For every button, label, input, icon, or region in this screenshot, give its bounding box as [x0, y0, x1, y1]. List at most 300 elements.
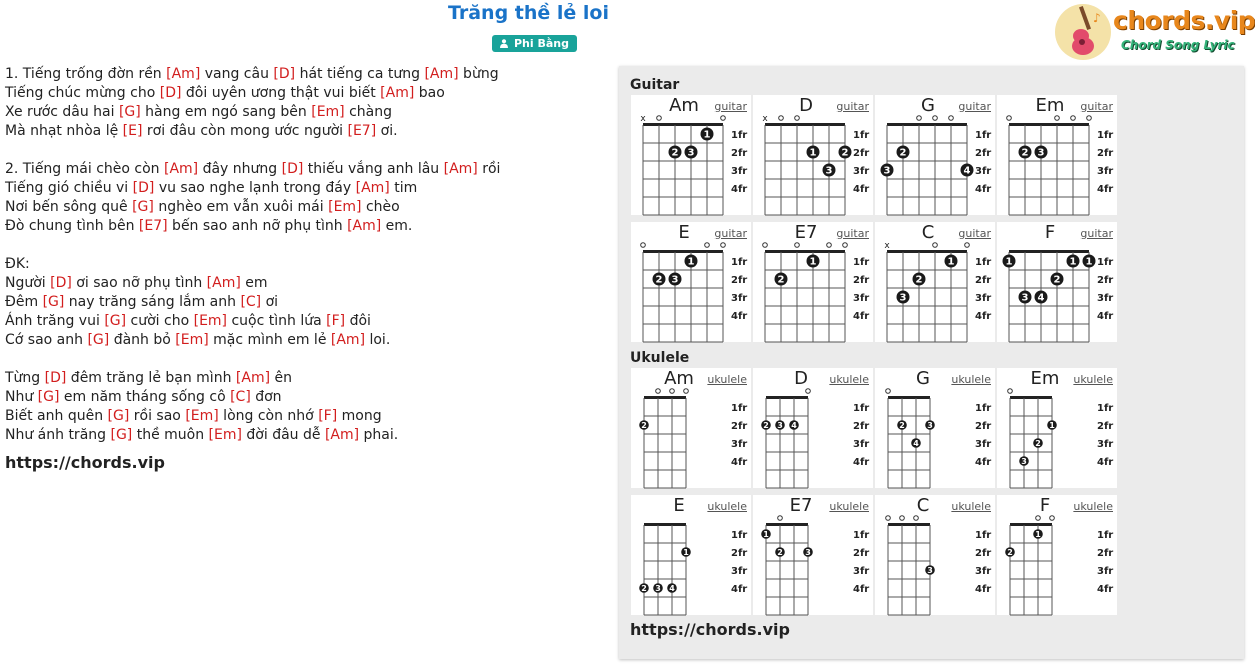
- artist-name: Phi Bằng: [514, 37, 570, 50]
- chord-panel: [619, 66, 1244, 659]
- chord-type-link[interactable]: ukulele: [1073, 500, 1113, 513]
- chord-type-link[interactable]: guitar: [714, 227, 747, 240]
- lyric-line: [5, 84, 605, 103]
- chord-diagram: [753, 368, 873, 488]
- lyric-line: [5, 160, 605, 179]
- open-string-mark: [917, 116, 922, 121]
- chord-name: G: [916, 368, 930, 389]
- open-string-mark: [684, 389, 689, 394]
- lyric-line: [5, 274, 605, 293]
- chord-name: E7: [794, 222, 818, 243]
- finger-number: 3: [655, 583, 661, 593]
- lyric-text: đây nhưng: [198, 161, 282, 177]
- open-string-mark: [1036, 516, 1041, 521]
- chord-link[interactable]: [D]: [44, 370, 67, 386]
- chord-link[interactable]: [Am]: [355, 180, 390, 196]
- ukulele-chord-card[interactable]: [753, 495, 873, 615]
- fret-label: 2fr: [853, 548, 870, 559]
- lyric-line: [5, 65, 605, 84]
- lyric-text: bao: [414, 85, 445, 101]
- chord-name: Em: [1035, 95, 1065, 116]
- fret-label: 2fr: [1097, 421, 1114, 432]
- lyric-text: Từng: [5, 370, 45, 386]
- fret-label: 3fr: [975, 566, 992, 577]
- chord-diagram: [875, 95, 995, 215]
- finger-number: 2: [1035, 438, 1041, 448]
- finger-number: 3: [883, 165, 891, 177]
- chord-type-link[interactable]: ukulele: [707, 373, 747, 386]
- lyric-lines: [5, 65, 605, 445]
- chord-diagram: [631, 95, 751, 215]
- chord-name: C: [916, 495, 930, 516]
- finger-number: 3: [687, 147, 695, 159]
- open-string-mark: [933, 243, 938, 248]
- fret-label: 2fr: [1097, 275, 1114, 286]
- open-string-mark: [965, 243, 970, 248]
- chord-link[interactable]: [F]: [318, 408, 338, 424]
- lyric-text: nghèo em vẫn xuôi mái: [153, 199, 329, 215]
- open-string-mark: [705, 243, 710, 248]
- lyric-line: [5, 255, 605, 274]
- chord-link[interactable]: [G]: [107, 408, 130, 424]
- lyric-text: Ánh trăng vui: [5, 313, 105, 329]
- chord-link[interactable]: [D]: [50, 275, 72, 291]
- fret-label: 2fr: [853, 421, 870, 432]
- muted-string-mark: x: [640, 114, 646, 124]
- fret-label: 1fr: [731, 257, 748, 268]
- nut-line: [644, 523, 686, 526]
- chord-type-link[interactable]: guitar: [1080, 227, 1113, 240]
- fret-label: 4fr: [975, 584, 992, 595]
- chord-link[interactable]: [G]: [132, 199, 154, 215]
- lyric-line: [5, 407, 605, 426]
- fret-label: 1fr: [975, 257, 992, 268]
- fret-label: 2fr: [731, 275, 748, 286]
- chord-name: C: [921, 222, 935, 243]
- lyric-text: Như: [5, 389, 38, 405]
- chord-link[interactable]: [E]: [122, 123, 143, 139]
- open-string-mark: [656, 389, 661, 394]
- open-string-mark: [641, 243, 646, 248]
- chord-type-link[interactable]: guitar: [836, 227, 869, 240]
- chord-link[interactable]: [Em]: [185, 408, 219, 424]
- open-string-mark: [843, 243, 848, 248]
- guitar-chord-card[interactable]: [631, 222, 751, 342]
- finger-number: 1: [1035, 529, 1041, 539]
- chord-diagram: [631, 222, 751, 342]
- finger-number: 3: [1021, 292, 1029, 304]
- chord-link[interactable]: [Em]: [311, 104, 345, 120]
- chord-diagram: [753, 222, 873, 342]
- nut-line: [643, 123, 723, 126]
- logo-wordmark: chords.vip: [1113, 6, 1255, 35]
- chord-diagram: [753, 495, 873, 615]
- finger-number: 1: [809, 256, 817, 268]
- nut-line: [1010, 396, 1052, 399]
- fret-label: 4fr: [853, 184, 870, 195]
- open-string-mark: [949, 116, 954, 121]
- lyric-line: [5, 369, 605, 388]
- fret-label: 1fr: [731, 130, 748, 141]
- open-string-mark: [1050, 516, 1055, 521]
- lyrics-block: [5, 65, 605, 472]
- open-string-mark: [778, 516, 783, 521]
- artist-badge[interactable]: [492, 35, 577, 52]
- chord-link[interactable]: [F]: [326, 313, 346, 329]
- lyric-line: [5, 122, 605, 141]
- panel-site-link[interactable]: https://chords.vip: [630, 620, 790, 639]
- lyric-text: Đò chung tình bên: [5, 218, 139, 234]
- lyric-text: Xe rước dâu hai: [5, 104, 119, 120]
- fret-label: 1fr: [853, 130, 870, 141]
- lyric-text: nay trăng sáng lắm anh: [64, 294, 241, 310]
- fret-label: 4fr: [731, 311, 748, 322]
- lyric-line: [5, 236, 605, 255]
- open-string-mark: [763, 243, 768, 248]
- chord-diagram: [997, 495, 1117, 615]
- lyric-line: [5, 179, 605, 198]
- fret-label: 4fr: [731, 457, 748, 468]
- chord-link[interactable]: [Am]: [163, 161, 199, 177]
- chord-link[interactable]: [E7]: [347, 123, 377, 139]
- lyric-text: em.: [381, 218, 413, 234]
- finger-number: 1: [1049, 420, 1055, 430]
- finger-number: 2: [671, 147, 679, 159]
- chord-diagram: [753, 95, 873, 215]
- fret-label: 4fr: [975, 457, 992, 468]
- ukulele-chord-card[interactable]: [631, 495, 751, 615]
- fret-label: 2fr: [975, 421, 992, 432]
- nut-line: [1009, 250, 1089, 253]
- chord-link[interactable]: [E7]: [138, 218, 168, 234]
- lyric-text: cuộc tình lứa: [227, 313, 327, 329]
- nut-line: [643, 250, 723, 253]
- lyric-text: Tiếng chúc mừng cho: [5, 85, 160, 101]
- fret-label: 4fr: [731, 184, 748, 195]
- chord-link[interactable]: [G]: [42, 294, 65, 310]
- finger-number: 4: [669, 583, 675, 593]
- chord-link[interactable]: [Em]: [328, 199, 362, 215]
- chord-diagram: [997, 95, 1117, 215]
- nut-line: [887, 250, 967, 253]
- open-string-mark: [779, 116, 784, 121]
- lyric-text: Tiếng gió chiều vi: [5, 180, 133, 196]
- fret-label: 1fr: [853, 403, 870, 414]
- open-string-mark: [900, 516, 905, 521]
- open-string-mark: [1008, 389, 1013, 394]
- nut-line: [887, 123, 967, 126]
- finger-number: 1: [1085, 256, 1093, 268]
- chord-link[interactable]: [C]: [230, 389, 251, 405]
- ukulele-heading: Ukulele: [630, 350, 690, 366]
- open-string-mark: [721, 116, 726, 121]
- lyric-text: ĐK:: [5, 256, 30, 272]
- guitar-chord-card[interactable]: [753, 222, 873, 342]
- chord-link[interactable]: [D]: [159, 85, 182, 101]
- guitar-chord-card[interactable]: [631, 95, 751, 215]
- muted-string-mark: x: [762, 114, 768, 124]
- lyrics-site-link[interactable]: https://chords.vip: [5, 453, 165, 472]
- open-string-mark: [914, 516, 919, 521]
- chord-name: G: [921, 95, 935, 116]
- fret-label: 2fr: [975, 548, 992, 559]
- chord-link[interactable]: [D]: [281, 161, 304, 177]
- open-string-mark: [1055, 116, 1060, 121]
- finger-number: 3: [927, 420, 933, 430]
- fret-label: 4fr: [1097, 584, 1114, 595]
- nut-line: [766, 523, 808, 526]
- open-string-mark: [1087, 116, 1092, 121]
- chord-link[interactable]: [D]: [132, 180, 155, 196]
- chord-link[interactable]: [G]: [104, 313, 127, 329]
- chord-name: Em: [1030, 368, 1060, 389]
- lyric-text: Như ánh trăng: [5, 427, 111, 443]
- chord-link[interactable]: [Em]: [175, 332, 209, 348]
- fret-label: 1fr: [1097, 257, 1114, 268]
- chord-link[interactable]: [G]: [118, 104, 141, 120]
- fret-label: 1fr: [1097, 530, 1114, 541]
- chord-type-link[interactable]: ukulele: [829, 373, 869, 386]
- chord-type-link[interactable]: ukulele: [1073, 373, 1113, 386]
- lyric-line: [5, 293, 605, 312]
- lyric-text: bến sao anh nỡ phụ tình: [167, 218, 348, 234]
- lyric-text: Người: [5, 275, 51, 291]
- chord-diagram: [875, 222, 995, 342]
- chord-name: D: [794, 368, 808, 389]
- fret-label: 2fr: [1097, 548, 1114, 559]
- chord-link[interactable]: [Am]: [380, 85, 415, 101]
- finger-number: 2: [641, 583, 647, 593]
- chord-link[interactable]: [Em]: [208, 427, 242, 443]
- lyric-text: ơi.: [376, 123, 398, 139]
- lyric-text: Cớ sao anh: [5, 332, 88, 348]
- lyric-text: Nơi bến sông quê: [5, 199, 133, 215]
- nut-line: [888, 396, 930, 399]
- fret-label: 3fr: [975, 439, 992, 450]
- guitar-chord-card[interactable]: [997, 222, 1117, 342]
- fret-label: 4fr: [1097, 457, 1114, 468]
- lyric-line: [5, 198, 605, 217]
- open-string-mark: [827, 243, 832, 248]
- lyric-text: 1. Tiếng trống đờn rền: [5, 66, 167, 82]
- chord-type-link[interactable]: ukulele: [829, 500, 869, 513]
- chord-link[interactable]: [Am]: [424, 66, 459, 82]
- lyric-line: [5, 103, 605, 122]
- lyric-text: phai.: [359, 427, 399, 443]
- fret-label: 2fr: [975, 148, 992, 159]
- nut-line: [644, 396, 686, 399]
- nut-line: [1010, 523, 1052, 526]
- finger-number: 3: [899, 292, 907, 304]
- lyric-line: [5, 312, 605, 331]
- chord-link[interactable]: [Am]: [347, 218, 382, 234]
- fret-label: 1fr: [1097, 403, 1114, 414]
- finger-number: 1: [703, 129, 711, 141]
- chord-link[interactable]: [G]: [110, 427, 133, 443]
- user-icon: [500, 39, 508, 48]
- finger-number: 2: [1053, 274, 1061, 286]
- nut-line: [1009, 123, 1089, 126]
- chord-name: E: [678, 222, 690, 243]
- lyric-text: cười cho: [126, 313, 194, 329]
- lyric-text: chàng: [344, 104, 393, 120]
- ukulele-chord-card[interactable]: [997, 495, 1117, 615]
- finger-number: 2: [777, 547, 783, 557]
- lyric-text: bừng: [458, 66, 499, 82]
- fret-label: 3fr: [853, 166, 870, 177]
- lyric-text: 2. Tiếng mái chèo còn: [5, 161, 164, 177]
- ukulele-chord-card[interactable]: [753, 368, 873, 488]
- fret-label: 3fr: [731, 566, 748, 577]
- open-string-mark: [795, 116, 800, 121]
- chord-diagram: [875, 368, 995, 488]
- chord-link[interactable]: [Am]: [330, 332, 366, 348]
- guitar-heading: Guitar: [630, 77, 680, 93]
- fret-label: 2fr: [1097, 148, 1114, 159]
- open-string-mark: [806, 389, 811, 394]
- fret-label: 3fr: [853, 566, 870, 577]
- chord-link[interactable]: [Am]: [206, 275, 241, 291]
- fret-label: 1fr: [1097, 130, 1114, 141]
- lyric-text: Mà nhạt nhòa lệ: [5, 123, 123, 139]
- lyric-text: tim: [389, 180, 418, 196]
- finger-number: 1: [809, 147, 817, 159]
- fret-label: 2fr: [975, 275, 992, 286]
- lyric-text: ơi: [261, 294, 279, 310]
- fret-label: 3fr: [853, 293, 870, 304]
- lyric-text: mặc mình em lẻ: [208, 332, 331, 348]
- chord-link[interactable]: [Am]: [235, 370, 271, 386]
- fret-label: 3fr: [975, 166, 992, 177]
- site-logo[interactable]: [1053, 2, 1255, 62]
- chord-type-link[interactable]: ukulele: [951, 373, 991, 386]
- lyric-text: rồi: [477, 161, 501, 177]
- open-string-mark: [795, 243, 800, 248]
- chord-link[interactable]: [Em]: [193, 313, 228, 329]
- chord-type-link[interactable]: ukulele: [951, 500, 991, 513]
- muted-string-mark: x: [884, 241, 890, 251]
- fret-label: 1fr: [975, 530, 992, 541]
- lyric-text: hát tiếng ca tưng: [295, 66, 425, 82]
- finger-number: 1: [687, 256, 695, 268]
- finger-number: 3: [805, 547, 811, 557]
- fret-label: 2fr: [731, 148, 748, 159]
- lyric-text: ên: [270, 370, 292, 386]
- chord-type-link[interactable]: guitar: [1080, 100, 1113, 113]
- chord-link[interactable]: [G]: [37, 389, 60, 405]
- lyric-text: mong: [337, 408, 382, 424]
- lyric-text: rồi sao: [129, 408, 186, 424]
- lyric-text: loi.: [365, 332, 391, 348]
- ukulele-chord-card[interactable]: [631, 368, 751, 488]
- lyric-line: [5, 217, 605, 236]
- chord-type-link[interactable]: guitar: [836, 100, 869, 113]
- finger-number: 2: [777, 274, 785, 286]
- finger-number: 1: [683, 547, 689, 557]
- fret-label: 1fr: [731, 403, 748, 414]
- open-string-mark: [933, 116, 938, 121]
- chord-link[interactable]: [C]: [240, 294, 262, 310]
- fret-label: 1fr: [731, 530, 748, 541]
- lyric-line: [5, 350, 605, 369]
- finger-number: 3: [1037, 147, 1045, 159]
- lyric-text: đời đâu dễ: [241, 427, 325, 443]
- open-string-mark: [1071, 116, 1076, 121]
- guitar-chord-card[interactable]: [875, 95, 995, 215]
- finger-number: 2: [899, 420, 905, 430]
- ukulele-chord-card[interactable]: [875, 368, 995, 488]
- lyric-text: đôi uyên ương thật vui biết: [181, 85, 381, 101]
- open-string-mark: [657, 116, 662, 121]
- finger-number: 3: [1021, 456, 1027, 466]
- nut-line: [765, 123, 845, 126]
- chord-name: Am: [669, 95, 699, 116]
- lyric-line: [5, 141, 605, 160]
- finger-number: 1: [947, 256, 955, 268]
- chord-link[interactable]: [G]: [87, 332, 110, 348]
- lyric-text: thiếu vắng anh lâu: [303, 161, 444, 177]
- finger-number: 3: [825, 165, 833, 177]
- finger-number: 2: [899, 147, 907, 159]
- fret-label: 1fr: [853, 257, 870, 268]
- finger-number: 4: [791, 420, 797, 430]
- guitar-chord-card[interactable]: [753, 95, 873, 215]
- ukulele-chord-card[interactable]: [997, 368, 1117, 488]
- lyric-text: rơi đâu còn mong ước người: [142, 123, 348, 139]
- finger-number: 3: [927, 565, 933, 575]
- chord-link[interactable]: [Am]: [324, 427, 360, 443]
- chord-link[interactable]: [D]: [273, 66, 296, 82]
- chord-type-link[interactable]: guitar: [958, 227, 991, 240]
- fret-label: 3fr: [1097, 566, 1114, 577]
- lyric-text: đôi: [345, 313, 371, 329]
- guitar-chord-card[interactable]: [875, 222, 995, 342]
- chord-type-link[interactable]: guitar: [714, 100, 747, 113]
- open-string-mark: [670, 389, 675, 394]
- finger-number: 2: [1021, 147, 1029, 159]
- chord-link[interactable]: [Am]: [443, 161, 478, 177]
- fret-label: 2fr: [853, 275, 870, 286]
- finger-number: 2: [841, 147, 849, 159]
- svg-text:♪: ♪: [1093, 11, 1101, 25]
- nut-line: [765, 250, 845, 253]
- finger-number: 1: [1069, 256, 1077, 268]
- chord-link[interactable]: [Am]: [166, 66, 201, 82]
- lyric-text: đành bỏ: [109, 332, 176, 348]
- chord-diagram: [875, 495, 995, 615]
- fret-label: 2fr: [731, 548, 748, 559]
- fret-label: 3fr: [853, 439, 870, 450]
- finger-number: 1: [763, 529, 769, 539]
- fret-label: 4fr: [853, 584, 870, 595]
- fret-label: 4fr: [975, 311, 992, 322]
- chord-name: E7: [789, 495, 813, 516]
- finger-number: 4: [963, 165, 971, 177]
- fret-label: 3fr: [731, 166, 748, 177]
- song-title: Trăng thề lẻ loi: [447, 2, 609, 24]
- chord-type-link[interactable]: guitar: [958, 100, 991, 113]
- ukulele-chord-card[interactable]: [875, 495, 995, 615]
- chord-name: E: [673, 495, 685, 516]
- lyric-line: [5, 331, 605, 350]
- fret-label: 3fr: [1097, 293, 1114, 304]
- guitar-logo-icon: [1053, 2, 1113, 62]
- chord-name: Am: [664, 368, 694, 389]
- fret-label: 3fr: [1097, 439, 1114, 450]
- guitar-chord-card[interactable]: [997, 95, 1117, 215]
- chord-type-link[interactable]: ukulele: [707, 500, 747, 513]
- chord-diagram: [631, 368, 751, 488]
